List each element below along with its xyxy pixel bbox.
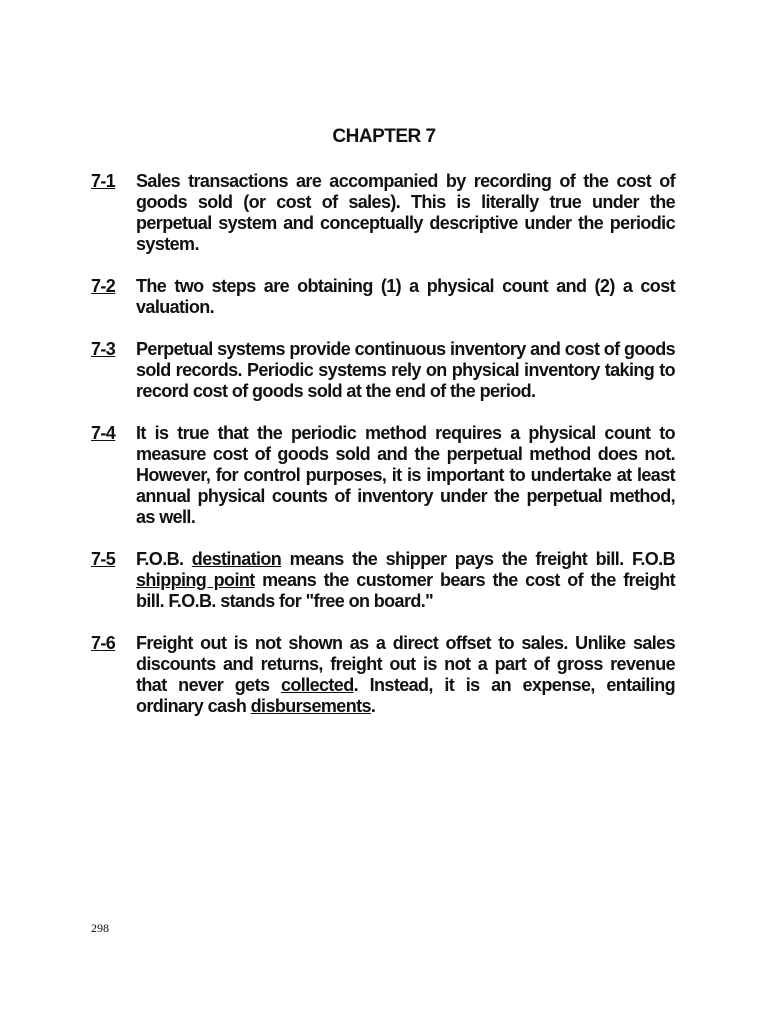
- answer-item-7-2: [91, 276, 675, 318]
- underlined-term-shipping-point: shipping point: [136, 570, 255, 590]
- answer-number: 7-1: [91, 171, 116, 191]
- answer-text: It is true that the periodic method requires a physical count to measure cost of goods sold and the perpetual method does not. However, for control purposes, it is important to undertake at least annual physical counts of inventory under the perpetual method, as well.: [136, 423, 675, 527]
- answer-number: 7-5: [91, 549, 116, 569]
- answer-item-7-6: [91, 633, 675, 717]
- answer-list: [91, 171, 675, 738]
- answer-item-7-4: [91, 423, 675, 528]
- answer-number: 7-3: [91, 339, 116, 359]
- answer-number: 7-4: [91, 423, 116, 443]
- answer-text-segment: Freight out is not shown as a direct offset to sales. Unlike sales discounts and returns, freight out is not a part of gross revenue that never gets: [136, 633, 675, 695]
- answer-text: [136, 549, 675, 612]
- answer-number: 7-2: [91, 276, 116, 296]
- answer-text-segment: .: [370, 696, 376, 716]
- answer-text-segment: means the shipper pays the freight bill. F.O.B: [281, 549, 675, 569]
- underlined-term-destination: destination: [191, 549, 282, 569]
- answer-text-segment: means the customer bears the cost of the freight bill. F.O.B. stands for "free on board.": [136, 570, 675, 611]
- page-title: CHAPTER 7: [332, 126, 436, 147]
- underlined-term-disbursements: disbursements: [250, 696, 371, 716]
- page-number: 298: [91, 921, 109, 935]
- answer-text-segment: F.O.B.: [136, 549, 192, 569]
- answer-text: Sales transactions are accompanied by recording of the cost of goods sold (or cost of sales). This is literally true under the perpetual system and conceptually descriptive under the periodic system.: [136, 171, 675, 254]
- underlined-term-collected: collected: [280, 675, 354, 695]
- answer-text: The two steps are obtaining (1) a physical count and (2) a cost valuation.: [136, 276, 675, 317]
- answer-item-7-3: [91, 339, 675, 402]
- answer-item-7-1: [91, 171, 675, 255]
- answer-text: [136, 633, 675, 717]
- answer-item-7-5: [91, 549, 675, 612]
- answer-number: 7-6: [91, 633, 116, 653]
- answer-text-segment: . Instead, it is an expense, entailing ordinary cash: [136, 675, 675, 716]
- answer-text: Perpetual systems provide continuous inventory and cost of goods sold records. Periodic systems rely on physical inventory taking to record cost of goods sold at the end of the period.: [136, 339, 675, 401]
